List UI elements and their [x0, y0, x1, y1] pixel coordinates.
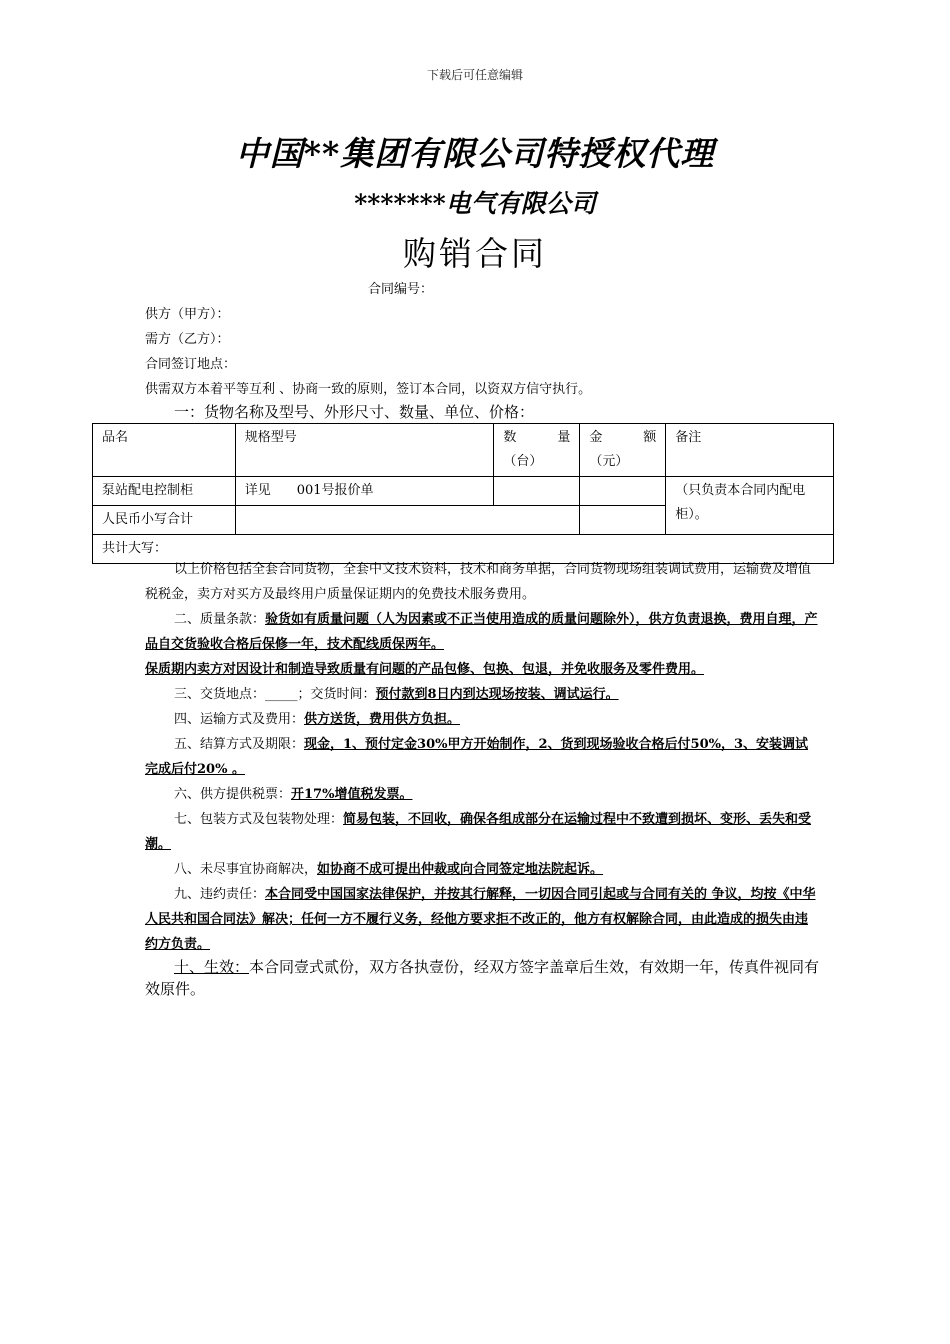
- cell-quantity: [494, 477, 580, 506]
- clause-7-label: 七、包装方式及包装物处理：: [174, 812, 344, 827]
- clause-7-packaging: [145, 807, 820, 857]
- clause-8-disputes: [145, 857, 820, 882]
- clause-2-text: 验货如有质量问题（人为因素或不正当使用造成的质量问题除外），供方负责退换，费用自理，产品自交货验收合格后保修一年，技术配线质保两年。: [145, 612, 818, 652]
- clause-2-quality: [145, 607, 820, 657]
- clause-8-text: 如协商不成可提出仲裁或向合同签定地法院起诉。: [317, 862, 604, 877]
- clause-2-text-2: 保质期内卖方对因设计和制造导致质量有问题的产品包修、包换、包退，并免收服务及零件费用。: [145, 662, 705, 677]
- table-header-row: [93, 424, 834, 477]
- cell-subtotal-value: [235, 506, 580, 535]
- header-cell-remark: 备注: [666, 424, 834, 477]
- sign-place-label: 合同签订地点：: [145, 357, 237, 372]
- clause-5-settlement: [145, 732, 820, 782]
- clause-3-blank: _____: [265, 687, 298, 702]
- header-amt-char-2: 额: [643, 430, 657, 445]
- clause-9-liability: [145, 882, 820, 957]
- clause-10-effect: [145, 956, 820, 1000]
- header-cell-quantity: [494, 424, 580, 477]
- goods-table: [92, 423, 834, 564]
- clause-3-mid: ；交货时间：: [297, 687, 376, 702]
- contract-number-label: 合同编号：: [368, 282, 434, 297]
- price-note: 以上价格包括全套合同货物，全套中文技术资料，技术和商务单据，合同货物现场组装调试费用，运输费及增值税税金，卖方对买方及最终用户质量保证期内的免费技术服务费用。: [145, 562, 812, 602]
- clause-3-delivery: [145, 682, 820, 707]
- clause-4-transport: [145, 707, 820, 732]
- section-1-title: 一：货物名称及型号、外形尺寸、数量、单位、价格：: [174, 403, 535, 421]
- header-qty-char-1: 数: [503, 430, 517, 445]
- supplier-label: 供方（甲方）：: [145, 307, 230, 322]
- clause-6-text: 开17%增值税发票。: [291, 787, 413, 802]
- clause-8-label: 八、未尽事宜协商解决，: [174, 862, 318, 877]
- cell-amount: [580, 477, 666, 506]
- clause-4-label: 四、运输方式及费用：: [174, 712, 305, 727]
- clause-2-label: 二、质量条款：: [174, 612, 266, 627]
- clause-9-label: 九、违约责任：: [174, 887, 266, 902]
- document-title: 购销合同: [403, 234, 547, 273]
- clause-5-label: 五、结算方式及期限：: [174, 737, 305, 752]
- buyer-label: 需方（乙方）：: [145, 332, 230, 347]
- clause-10-text: 本合同壹式贰份，双方各执壹份，经双方签字盖章后生效，有效期一年，传真件视同有效原件。: [145, 958, 820, 998]
- preamble: 供需双方本着平等互利 、协商一致的原则，签订本合同，以资双方信守执行。: [145, 382, 592, 397]
- title-line-2: *******电气有限公司: [354, 189, 596, 218]
- header-qty-char-2: 量: [557, 430, 571, 445]
- clause-2-continued: [145, 657, 820, 682]
- header-cell-model: 规格型号: [235, 424, 494, 477]
- cell-product-name: 泵站配电控制柜: [93, 477, 236, 506]
- cell-subtotal-label: 人民币小写合计: [93, 506, 236, 535]
- clause-4-text: 供方送货，费用供方负担。: [304, 712, 461, 727]
- cell-model: 详见 001号报价单: [235, 477, 494, 506]
- cell-subtotal-amount: [580, 506, 666, 535]
- cell-remark: （只负责本合同内配电柜）。: [666, 477, 834, 535]
- clause-3-label: 三、交货地点：: [174, 687, 266, 702]
- header-cell-amount: [580, 424, 666, 477]
- clause-6-label: 六、供方提供税票：: [174, 787, 292, 802]
- header-qty-unit: （台）: [503, 454, 543, 469]
- clause-7-text: 简易包装，不回收，确保各组成部分在运输过程中不致遭到损坏、变形、丢失和受潮。: [145, 812, 812, 852]
- clause-10-label: 十、生效：: [174, 958, 250, 976]
- clause-9-text: 本合同受中国国家法律保护，并按其行解释，一切因合同引起或与合同有关的 争议，均按《中华人民共和国合同法》解决；任何一方不履行义务，经他方要求拒不改正的，他方有权解除合同，由此造成的损失由违约方负责。: [145, 887, 816, 952]
- title-line-1: 中国**集团有限公司特授权代理: [235, 134, 715, 173]
- header-cell-name: 品名: [93, 424, 236, 477]
- table-row: [93, 477, 834, 506]
- cell-total-in-words: 共计大写：: [93, 535, 834, 564]
- clause-3-text: 预付款到8日内到达现场按装、调试运行。: [375, 687, 619, 702]
- clause-5-text: 现金，1、预付定金30%甲方开始制作，2、货到现场验收合格后付50%，3、安装调试完成后付20% 。: [145, 737, 809, 777]
- header-note: 下载后可任意编辑: [426, 68, 523, 82]
- header-amt-char-1: 金: [589, 430, 603, 445]
- header-amt-unit: （元）: [589, 454, 629, 469]
- clause-6-invoice: [145, 782, 820, 807]
